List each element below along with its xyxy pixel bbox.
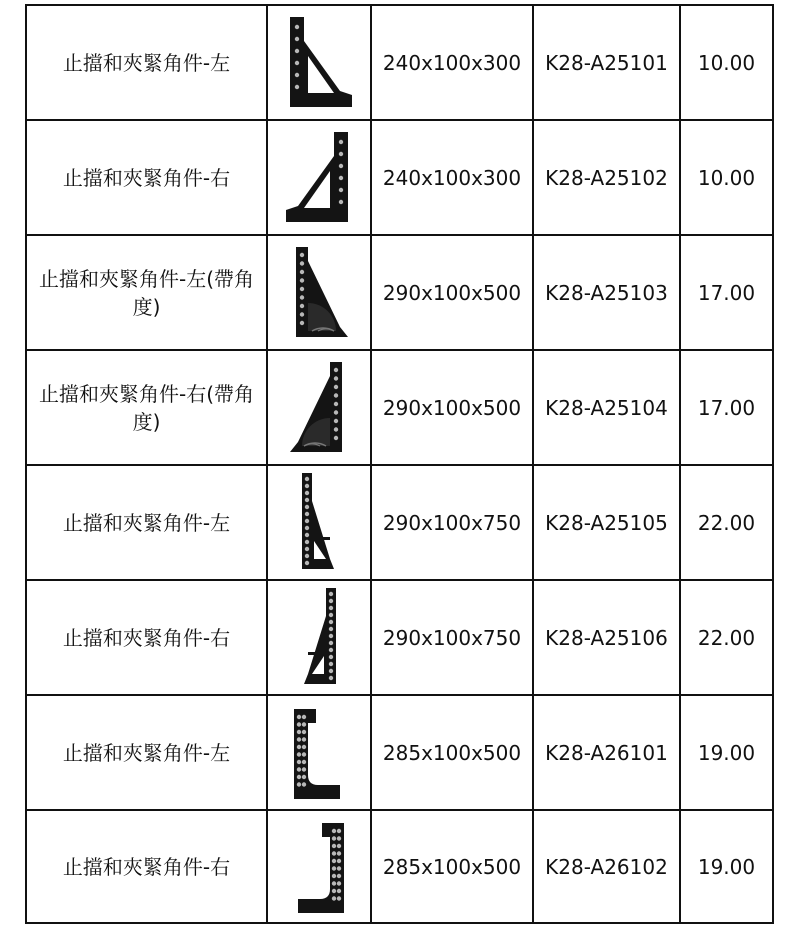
product-name-cell: 止擋和夾緊角件-右 <box>62 854 231 879</box>
angle-right-bracket-icon <box>268 351 370 464</box>
product-code-cell: K28-A25102 <box>545 165 668 190</box>
product-code-cell: K28-A25105 <box>545 510 668 535</box>
product-code-cell: K28-A25104 <box>545 395 668 420</box>
price-cell: 22.00 <box>697 625 756 650</box>
product-name-cell: 止擋和夾緊角件-左(帶角度) <box>38 266 255 319</box>
product-name-cell: 止擋和夾緊角件-左 <box>62 740 231 765</box>
l-right-bracket-icon <box>268 811 370 922</box>
dimension-cell: 285x100x500 <box>382 854 522 879</box>
table-border <box>25 922 774 924</box>
dimension-cell: 240x100x300 <box>382 165 522 190</box>
price-cell: 10.00 <box>697 50 756 75</box>
dimension-cell: 290x100x500 <box>382 280 522 305</box>
price-cell: 10.00 <box>697 165 756 190</box>
product-name-cell: 止擋和夾緊角件-右(帶角度) <box>38 381 255 434</box>
price-cell: 19.00 <box>697 854 756 879</box>
triangle-left-bracket-icon <box>268 6 370 119</box>
product-code-cell: K28-A26101 <box>545 740 668 765</box>
dimension-cell: 290x100x500 <box>382 395 522 420</box>
product-name-cell: 止擋和夾緊角件-右 <box>62 165 231 190</box>
product-code-cell: K28-A26102 <box>545 854 668 879</box>
angle-left-bracket-icon <box>268 236 370 349</box>
tall-right-bracket-icon <box>268 581 370 694</box>
dimension-cell: 290x100x750 <box>382 510 522 535</box>
tall-left-bracket-icon <box>268 466 370 579</box>
product-code-cell: K28-A25103 <box>545 280 668 305</box>
price-cell: 17.00 <box>697 280 756 305</box>
triangle-right-bracket-icon <box>268 121 370 234</box>
product-code-cell: K28-A25106 <box>545 625 668 650</box>
price-cell: 19.00 <box>697 740 756 765</box>
dimension-cell: 285x100x500 <box>382 740 522 765</box>
product-name-cell: 止擋和夾緊角件-右 <box>62 625 231 650</box>
price-cell: 22.00 <box>697 510 756 535</box>
dimension-cell: 240x100x300 <box>382 50 522 75</box>
dimension-cell: 290x100x750 <box>382 625 522 650</box>
product-name-cell: 止擋和夾緊角件-左 <box>62 510 231 535</box>
price-cell: 17.00 <box>697 395 756 420</box>
product-name-cell: 止擋和夾緊角件-左 <box>62 50 231 75</box>
l-left-bracket-icon <box>268 696 370 809</box>
product-code-cell: K28-A25101 <box>545 50 668 75</box>
